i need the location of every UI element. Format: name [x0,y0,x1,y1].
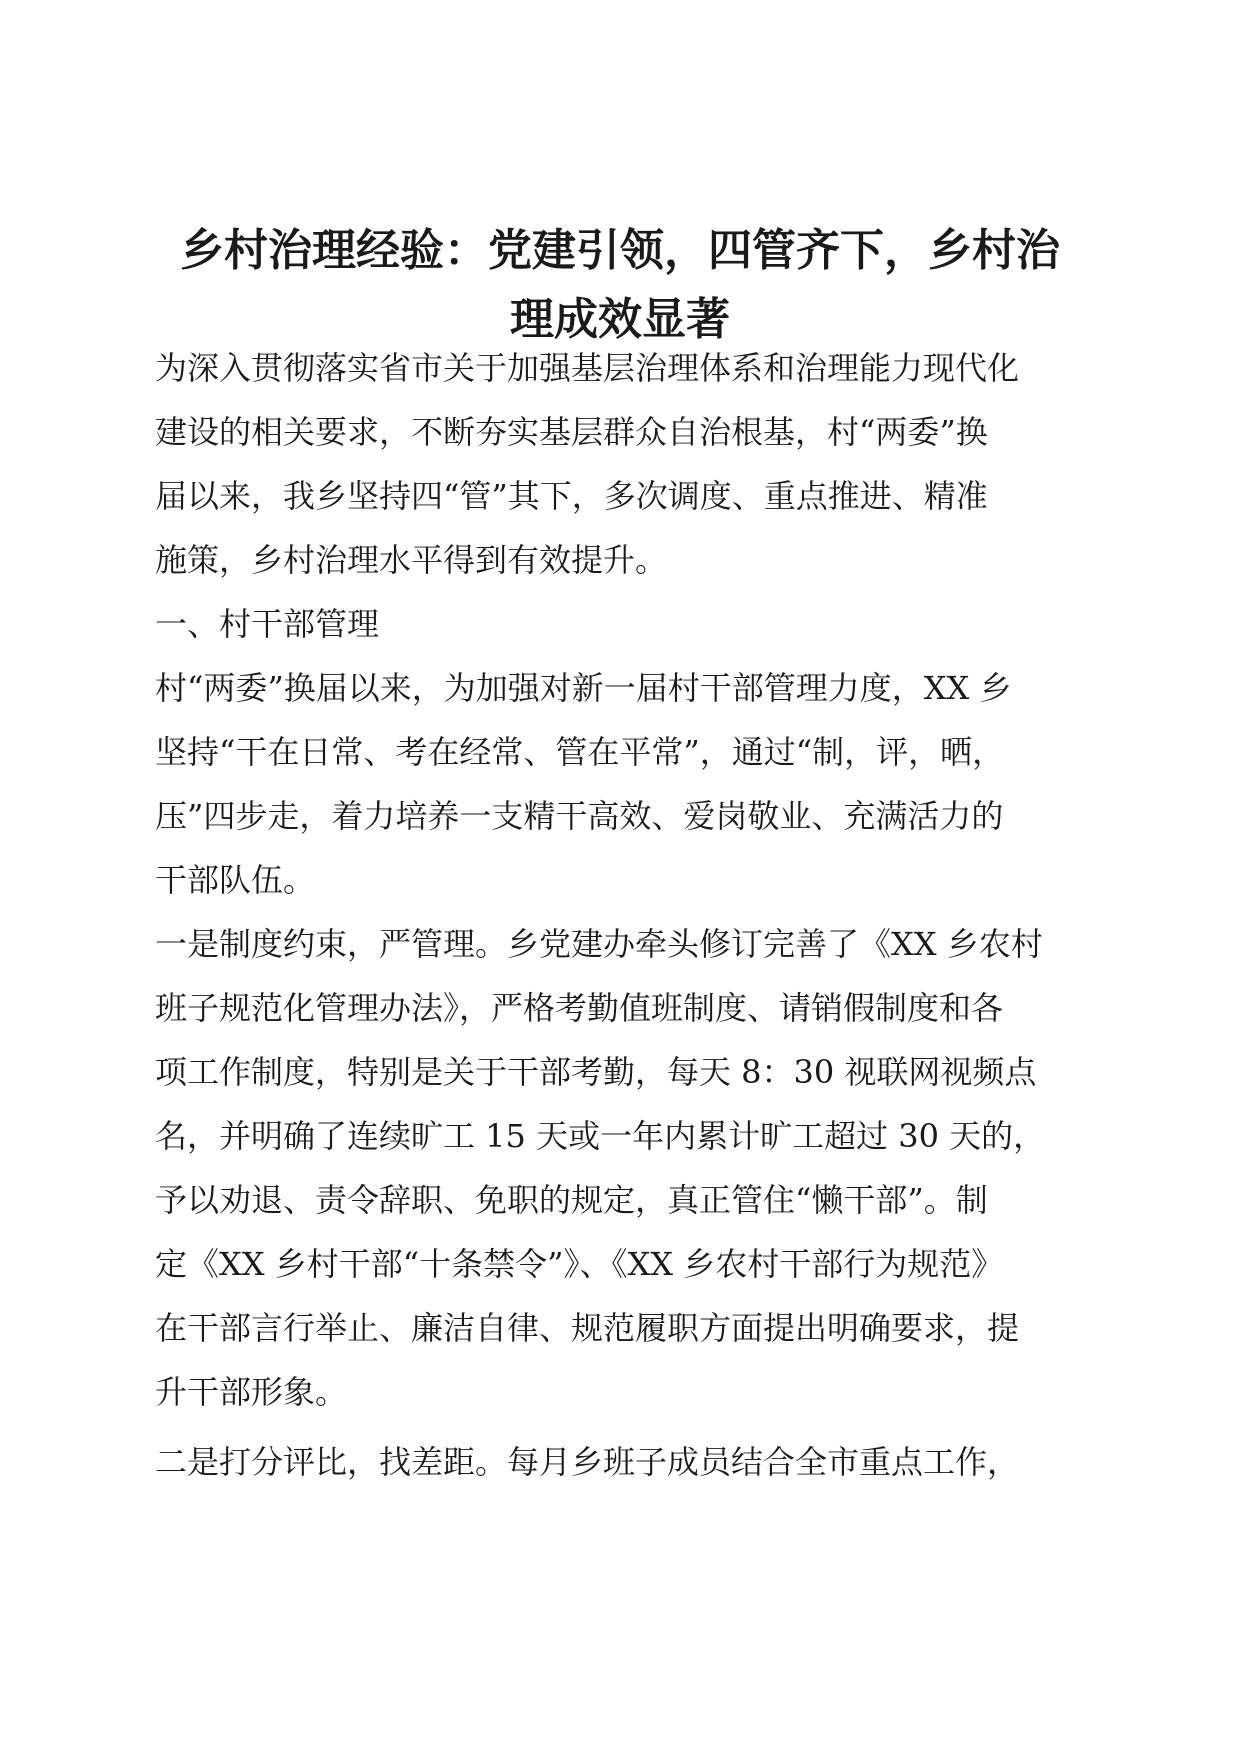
document-title-line-2: 理成效显著 [510,294,730,345]
body-line: 建设的相关要求，不断夯实基层群众自治根基，村“两委”换 [155,413,988,451]
body-line: 村“两委”换届以来，为加强对新一届村干部管理力度，XX 乡 [155,669,1012,707]
body-line: 施策，乡村治理水平得到有效提升。 [155,541,668,579]
body-line: 予以劝退、责令辞职、免职的规定，真正管住“懒干部”。制 [155,1181,988,1219]
body-line: 二是打分评比，找差距。每月乡班子成员结合全市重点工作， [155,1443,1020,1481]
body-line: 干部队伍。 [155,861,316,899]
document-title-line-1: 乡村治理经验：党建引领，四管齐下，乡村治 [180,225,1060,276]
body-line: 名，并明确了连续旷工 15 天或一年内累计旷工超过 30 天的， [155,1117,1046,1155]
body-line: 班子规范化管理办法》，严格考勤值班制度、请销假制度和各 [155,989,1004,1027]
section-heading: 一、村干部管理 [155,605,380,643]
body-line: 在干部言行举止、廉洁自律、规范履职方面提出明确要求，提 [155,1309,1020,1347]
body-line: 坚持“干在日常、考在经常、管在平常”，通过“制，评，晒， [155,733,1005,771]
body-line: 届以来，我乡坚持四“管”其下，多次调度、重点推进、精准 [155,477,988,515]
body-line: 压”四步走，着力培养一支精干高效、爱岗敬业、充满活力的 [155,797,1004,835]
body-line: 升干部形象。 [155,1373,348,1411]
body-line: 定《XX 乡村干部“十条禁令”》、《XX 乡农村干部行为规范》 [155,1245,1004,1283]
body-line: 一是制度约束，严管理。乡党建办牵头修订完善了《XX 乡农村 [155,925,1043,963]
body-line: 为深入贯彻落实省市关于加强基层治理体系和治理能力现代化 [155,349,1020,387]
body-line: 项工作制度，特别是关于干部考勤，每天 8：30 视联网视频点 [155,1053,1037,1091]
